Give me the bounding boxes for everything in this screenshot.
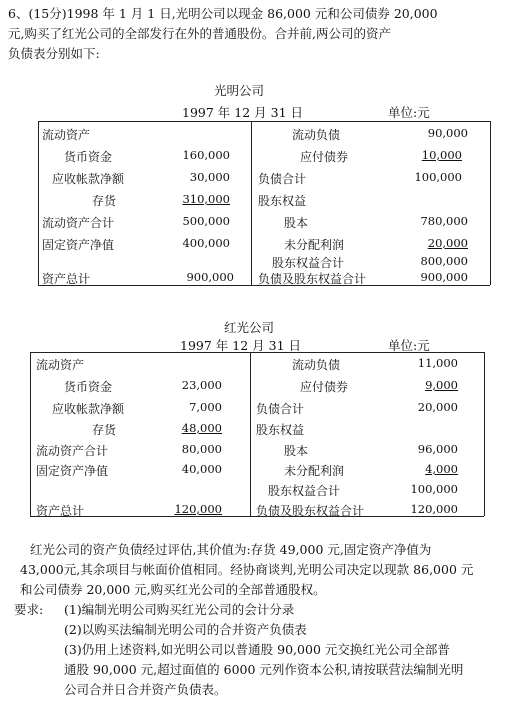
row-label: 负债合计 [256, 402, 305, 416]
row-label: 固定资产净值 [42, 238, 115, 252]
row-label: 股东权益合计 [268, 484, 341, 498]
intro-line-2: 元,购买了红光公司的全部发行在外的普通股份。合并前,两公司的资产 [8, 26, 391, 41]
row-value: 90,000 [427, 126, 468, 140]
requirements-label: 要求: [14, 602, 44, 617]
row-label: 流动资产合计 [42, 216, 115, 230]
table-center-divider [250, 352, 251, 516]
company-title: 光明公司 [214, 83, 265, 98]
row-value: 11,000 [417, 356, 458, 370]
row-label: 股本 [284, 444, 309, 458]
row-value: 40,000 [181, 462, 222, 476]
row-label: 股东权益 [256, 423, 305, 437]
intro-line-1: 6、(15分)1998 年 1 月 1 日,光明公司以现金 86,000 元和公司债券 20,000 [8, 6, 438, 21]
statement-date: 1997 年 12 月 31 日 [182, 105, 303, 120]
requirement-item-2: (2)以购买法编制光明公司的合并资产负债表 [64, 622, 307, 637]
row-label: 负债合计 [258, 172, 307, 186]
row-value: 96,000 [417, 442, 458, 456]
row-value: 30,000 [189, 170, 230, 184]
row-label: 未分配利润 [284, 238, 345, 252]
table-right-border [490, 121, 491, 285]
table-top-rule [38, 121, 490, 122]
row-value: 780,000 [420, 214, 468, 228]
paragraph-line-3: 和公司债券 20,000 元,购买红光公司的全部普通股权。 [20, 582, 326, 597]
requirement-item-3-line-1: (3)仍用上述资料,如光明公司以普通股 90,000 元交换红光公司全部普 [64, 642, 450, 657]
requirement-item-1: (1)编制光明公司购买红光公司的会计分录 [64, 602, 295, 617]
row-value: 900,000 [420, 270, 468, 284]
row-label: 股本 [284, 216, 309, 230]
row-label: 流动资产 [42, 128, 91, 142]
row-value: 100,000 [414, 170, 462, 184]
row-value: 48,000 [181, 421, 222, 435]
row-label: 存货 [92, 423, 117, 437]
row-value: 120,000 [410, 502, 458, 516]
row-value: 310,000 [182, 192, 230, 206]
row-value: 500,000 [182, 214, 230, 228]
row-label: 货币资金 [64, 380, 113, 394]
unit-label: 单位:元 [388, 105, 430, 120]
row-label: 股东权益 [258, 194, 307, 208]
row-value: 9,000 [425, 378, 458, 392]
row-label: 流动负债 [292, 358, 341, 372]
row-value: 4,000 [425, 462, 458, 476]
row-value: 7,000 [189, 400, 222, 414]
paragraph-line-2: 43,000元,其余项目与帐面价值相同。经协商谈判,光明公司决定以现款 86,000 元 [20, 562, 474, 577]
row-label: 未分配利润 [284, 464, 345, 478]
statement-date: 1997 年 12 月 31 日 [180, 338, 301, 353]
row-value: 800,000 [420, 254, 468, 268]
row-label: 存货 [92, 194, 117, 208]
row-value: 400,000 [182, 236, 230, 250]
row-label: 固定资产净值 [36, 464, 109, 478]
row-value: 23,000 [181, 378, 222, 392]
row-value: 80,000 [181, 442, 222, 456]
row-value: 20,000 [427, 236, 468, 250]
row-label: 应付债券 [300, 150, 349, 164]
row-value: 100,000 [410, 482, 458, 496]
intro-line-3: 负债表分别如下: [8, 46, 100, 61]
row-label: 货币资金 [64, 150, 113, 164]
row-value: 160,000 [182, 148, 230, 162]
requirement-item-3-line-2: 通股 90,000 元,超过面值的 6000 元列作资本公积,请按联营法编制光明 [64, 662, 464, 677]
row-label: 应付债券 [300, 380, 349, 394]
unit-label: 单位:元 [388, 338, 430, 353]
row-value: 120,000 [174, 502, 222, 516]
table-right-border [484, 352, 485, 516]
row-label: 资产总计 [36, 504, 85, 518]
row-label: 股东权益合计 [272, 256, 345, 270]
table-center-divider [251, 121, 252, 285]
row-value: 20,000 [417, 400, 458, 414]
table-left-border [38, 121, 39, 285]
row-label: 流动资产 [36, 358, 85, 372]
requirement-item-3-line-3: 公司合并日合并资产负债表。 [64, 682, 227, 697]
row-label: 负债及股东权益合计 [258, 272, 367, 286]
row-value: 900,000 [186, 270, 234, 284]
table-top-rule [30, 352, 484, 353]
table-left-border [30, 352, 31, 516]
row-label: 流动资产合计 [36, 444, 109, 458]
row-label: 流动负债 [292, 128, 341, 142]
row-label: 资产总计 [42, 272, 91, 286]
row-label: 应收帐款净额 [52, 402, 125, 416]
row-label: 负债及股东权益合计 [256, 504, 365, 518]
paragraph-line-1: 红光公司的资产负债经过评估,其价值为:存货 49,000 元,固定资产净值为 [30, 542, 432, 557]
row-label: 应收帐款净额 [52, 172, 125, 186]
row-value: 10,000 [421, 148, 462, 162]
company-title: 红光公司 [224, 320, 275, 335]
